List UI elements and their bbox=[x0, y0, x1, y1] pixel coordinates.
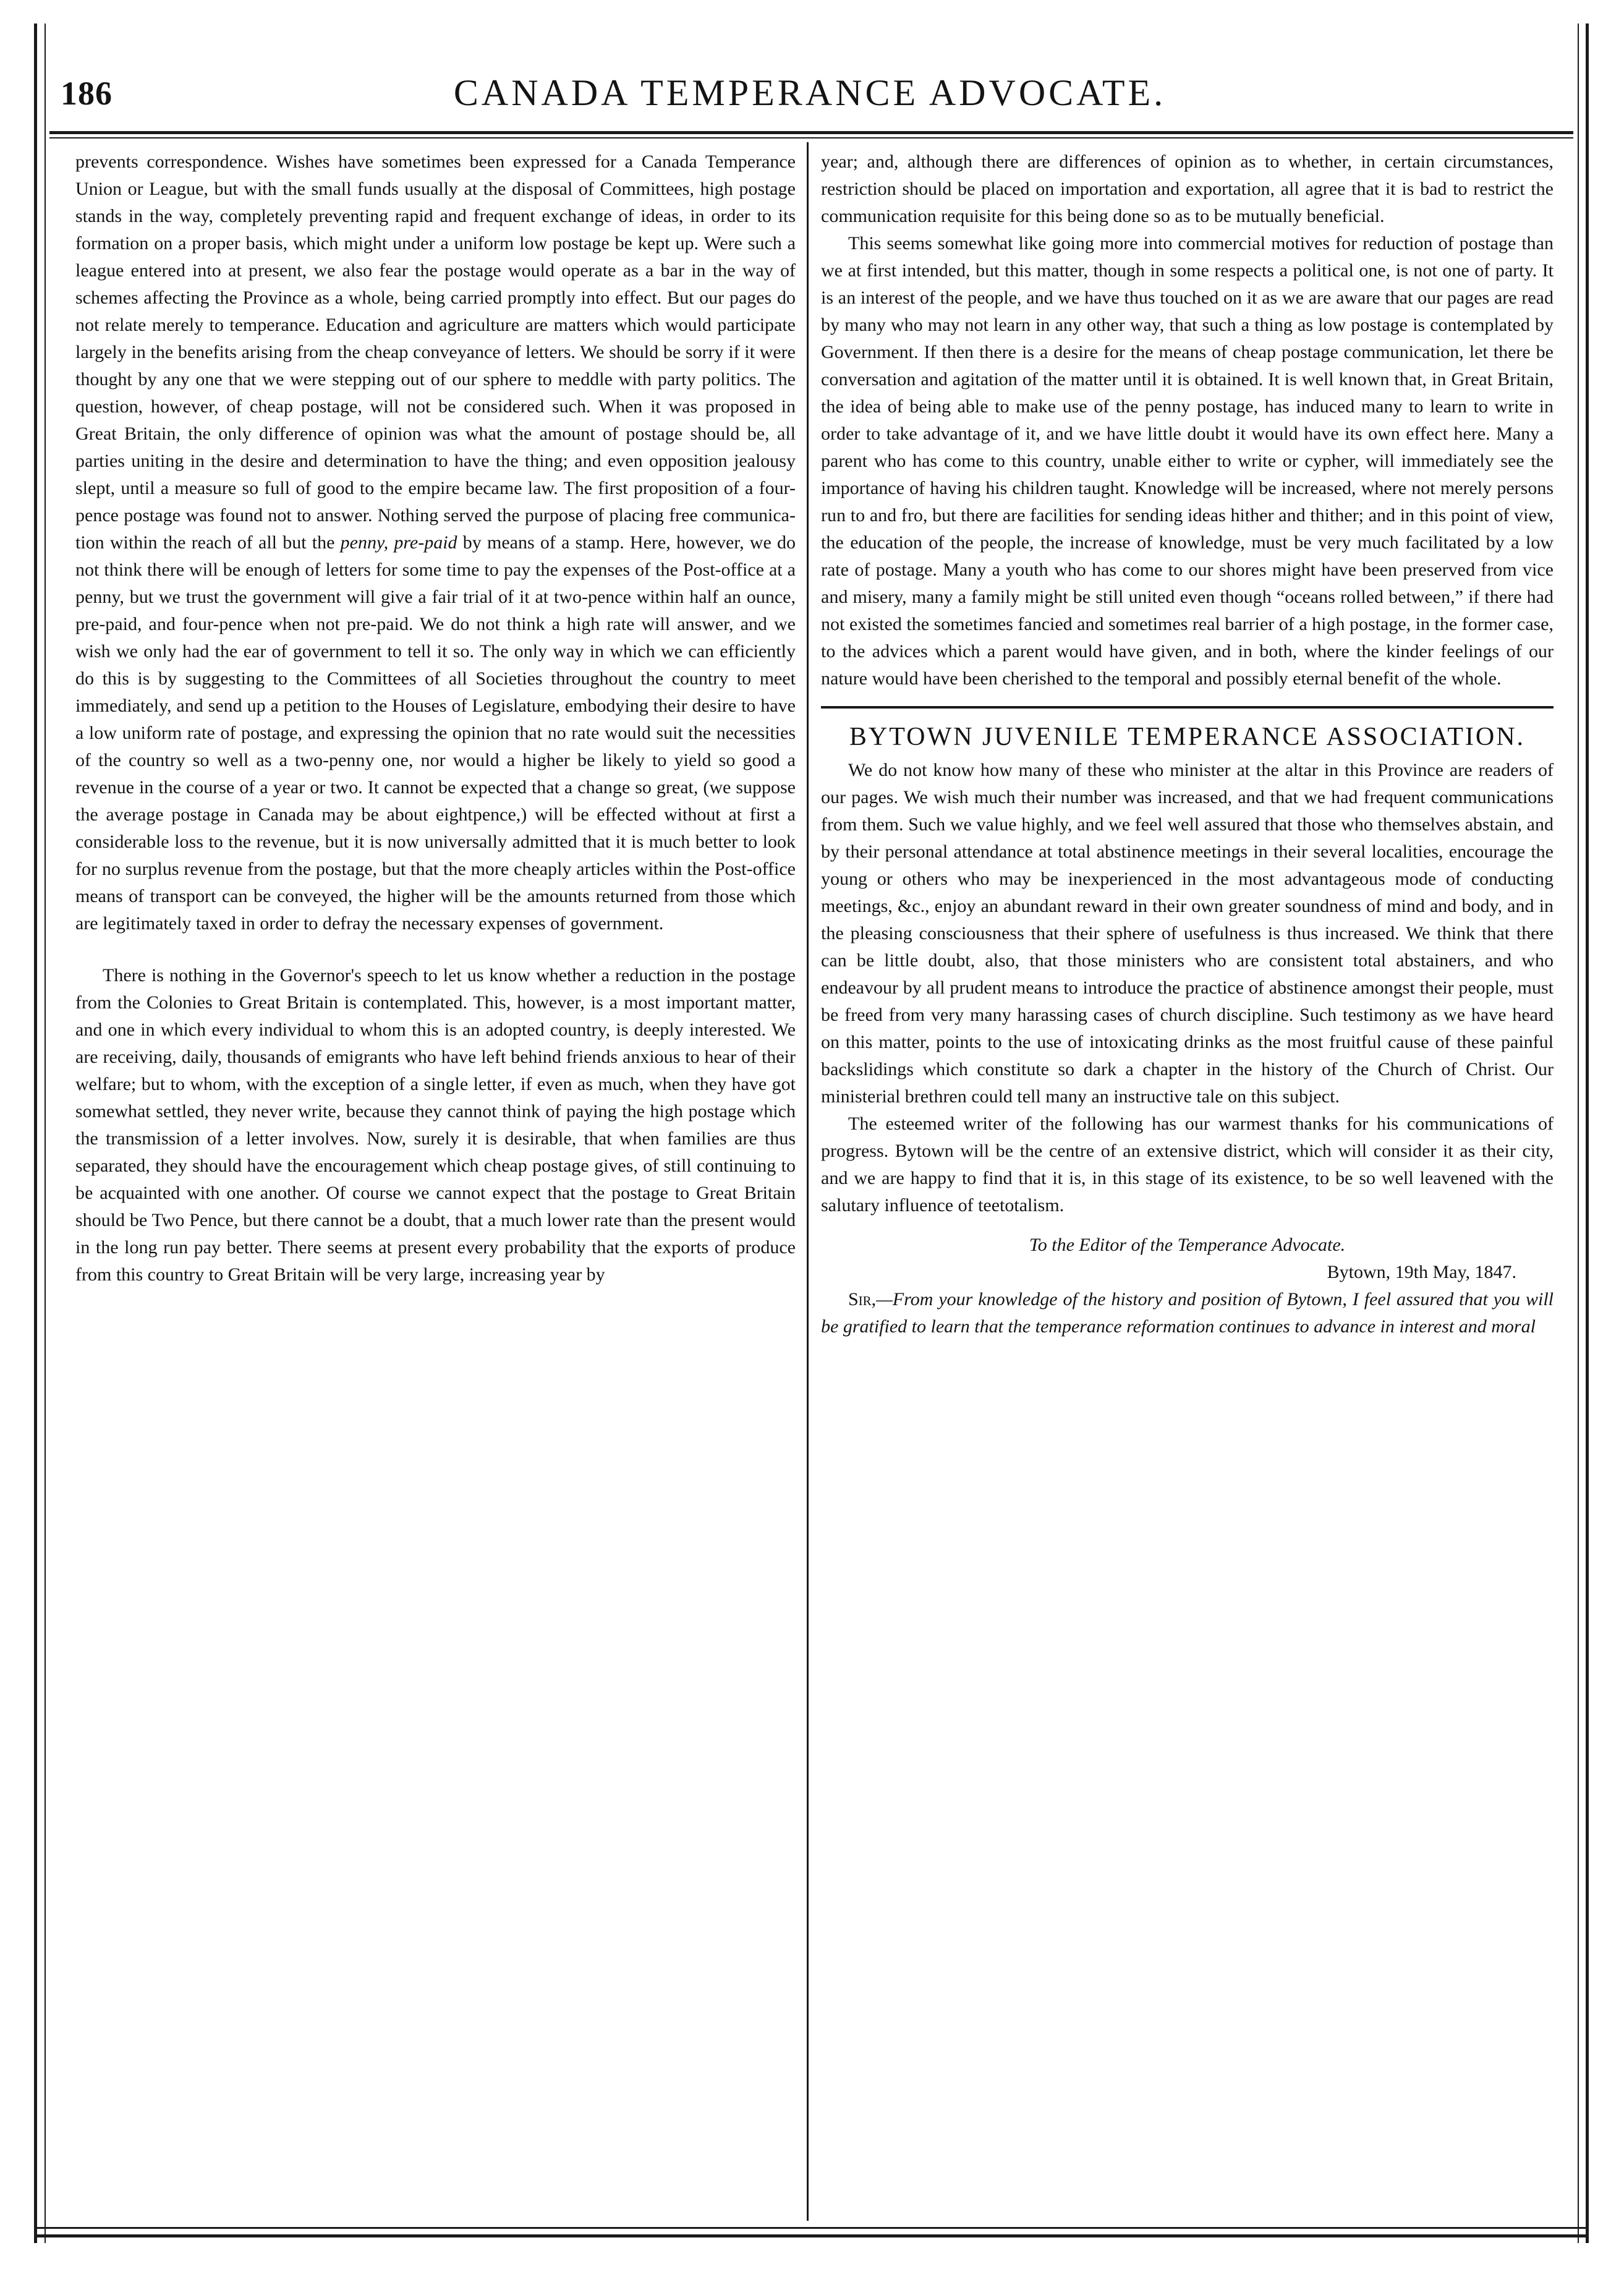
letter-text: —From your knowledge of the history and position of Bytown, I feel assured that you will be gratified to learn that the temperance reformation continues to advance in interest and moral bbox=[821, 1289, 1554, 1337]
paragraph: The esteemed writer of the following has our warmest thanks for his communications of progress. Bytown will be the centre of an extensive district, which will consider it as their city, and we are happy to find that it is, in this stage of its existence, to be so well leavened with the salutary influence of teetotalism. bbox=[821, 1113, 1554, 1216]
letter-salutation: Sir, bbox=[848, 1289, 877, 1309]
paragraph: There is nothing in the Governor's speech to let us know whether a reduction in the postage from the Colonies to Great Britain is contemplated. This, however, is a most important matter, and one in which every individual to whom this is an adopted country, is deeply interested. We are receiving, daily, thousands of emigrants who have left behind friends anxious to hear of their welfare; but to whom, with the exception of a single letter, if even as much, when they have got somewhat settled, they never write, because they cannot think of paying the high postage which the transmission of a letter involves. Now, surely it is desirable, that when families are thus separated, they should have the encouragement which cheap postage gives, of still continuing to be acquainted with one another. Of course we cannot expect that the postage to Great Britain should be Two Pence, but there cannot be a doubt, that a much lower rate than the present would in the long run pay better. There seems at present every probability that the exports of produce from this country to Great Britain will be very large, increasing year by bbox=[75, 965, 796, 1285]
page-header bbox=[49, 68, 1570, 130]
paragraph bbox=[821, 1286, 1554, 1340]
header-rule-thin bbox=[49, 137, 1573, 138]
paragraph-text: prevents correspondence. Wishes have sometimes been expressed for a Canada Temperance Union or League, but with the small funds usually at the disposal of Committees, high postage stands in the way, completely preventing rapid and frequent exchange of ideas, in order to its formation on a proper basis, which might under a uniform low postage be kept up. Were such a league entered into at present, we also fear the postage would operate as a bar in the way of schemes affecting the Province as a whole, being carried promptly into effect. But our pages do not relate merely to temperance. Education and agriculture are matters which would participate largely in the benefits arising from the cheap conveyance of letters. We should be sorry if it were thought by any one that we were stepping out of our sphere to meddle with party politics. The question, however, of cheap postage, will not be considered such. When it was proposed in Great Britain, the only difference of opinion was what the amount of postage should be, all parties uniting in the desire and determination to have the thing; and even opposition jealousy slept, until a measure so full of good to the empire became law. The first proposition of a four-pence postage was found not to answer. Nothing served the purpose of placing free communica- bbox=[75, 151, 796, 526]
column-divider bbox=[807, 142, 809, 2221]
left-column bbox=[75, 148, 796, 1288]
bottom-rule bbox=[34, 2227, 1589, 2229]
paragraph: This seems somewhat like going more into commercial motives for reduction of postage than we at first intended, but this matter, though in some respects a political one, is not one of party. It is an interest of the people, and we have thus touched on it as we are aware that our pages are read by many who may not learn in any other way, that such a thing as low postage is contemplated by Government. If then there is a desire for the means of cheap postage communication, let there be conversation and agitation of the matter until it is obtained. It is well known that, in Great Britain, the idea of being able to make use of the penny postage, has induced many to learn to write in order to take advantage of it, and we have little doubt it would have its own effect here. Many a parent who has come to this country, unable either to write or cypher, will immediately see the importance of having his children taught. Knowledge will be increased, where not merely persons run to and fro, but there are facilities for sending ideas hither and thither; and in this point of view, the education of the people, the increase of knowledge, must be very much facilitated by a low rate of postage. Many a youth who has come to our shores might have been preserved from vice and misery, many a family might be still united even though “oceans rolled between,” if there had not existed the sometimes fancied and sometimes real barrier of a high postage, in the former case, to the advices which a parent would have given, and in both, where the kinder feelings of our nature would have been cherished to the temporal and possibly eternal benefit of the whole. bbox=[821, 233, 1554, 689]
paragraph-text: by means of a stamp. Here, however, we do not think there will be enough of letters for some time to pay the expenses of the Post-office at a penny, but we trust the government will give a fair trial of it at two-pence within half an ounce, pre-paid, and four-pence when not pre-paid. We do not think a high rate will answer, and we wish we only had the ear of government to tell it so. The only way in which we can efficiently do this is by suggesting to the Committees of all Societies throughout the country to meet immediately, and send up a petition to the Houses of Legislature, embodying their desire to have a low uniform rate of postage, and expressing the opinion that no rate would suit the necessities of the country so well as a two-penny one, nor would a higher be likely to yield so good a revenue in the course of a year or two. It cannot be expected that a change so great, (we suppose the average postage in Canada may be about eightpence,) will be effected without at first a considerable loss to the revenue, but it is now universally admitted that it is much better to look for no surplus revenue from the postage, but that the more cheaply articles within the Post-office means of transport can be conveyed, the higher will be the amounts returned from those which are legitimately taxed in order to defray the necessary expenses of government. bbox=[75, 532, 796, 934]
section-rule bbox=[821, 706, 1554, 709]
letter-dateline: Bytown, 19th May, 1847. bbox=[1327, 1262, 1516, 1282]
section-heading: BYTOWN JUVENILE TEMPERANCE ASSOCIATION. bbox=[849, 723, 1526, 751]
page-number: 186 bbox=[61, 75, 113, 112]
letter-addressee: To the Editor of the Temperance Advocate. bbox=[1029, 1235, 1346, 1255]
bottom-rule-heavy bbox=[34, 2234, 1589, 2237]
paragraph bbox=[75, 148, 796, 937]
header-rule bbox=[49, 131, 1573, 134]
paragraph: We do not know how many of these who minister at the altar in this Province are readers of our pages. We wish much their number was increased, and that we had frequent communications from them. Such we value highly, and we feel well assured that those who themselves abstain, and by their personal attendance at total abstinence meetings in their several localities, encourage the young or others who may be inexperienced in the most advantageous mode of conducting meetings, &c., enjoy an abundant reward in their own greater soundness of mind and body, and in the pleasing consciousness that their sphere of usefulness is thus increased. We think that there can be little doubt, also, that those ministers who are consistent total abstainers, and who endeavour by all prudent means to introduce the practice of abstinence amongst their people, must be freed from very many harassing cases of church discipline. Such testimony as we have heard on this matter, points to the use of intoxicating drinks as the most fruitful cause of these painful backslidings which constitute so dark a chapter in the history of the Church of Christ. Our ministerial brethren could tell many an instructive tale on this subject. bbox=[821, 760, 1554, 1107]
paragraph-text: tion within the reach of all but the bbox=[75, 532, 341, 553]
paragraph: year; and, although there are differences of opinion as to whether, in certain circumstances, restriction should be placed on importation and exportation, all agree that it is bad to restrict the communication requisite for this being done so as to be mutually beneficial. bbox=[821, 151, 1554, 226]
emphasis-text: penny, pre-paid bbox=[340, 532, 457, 553]
running-title: CANADA TEMPERANCE ADVOCATE. bbox=[453, 72, 1167, 113]
right-column bbox=[821, 148, 1554, 1340]
